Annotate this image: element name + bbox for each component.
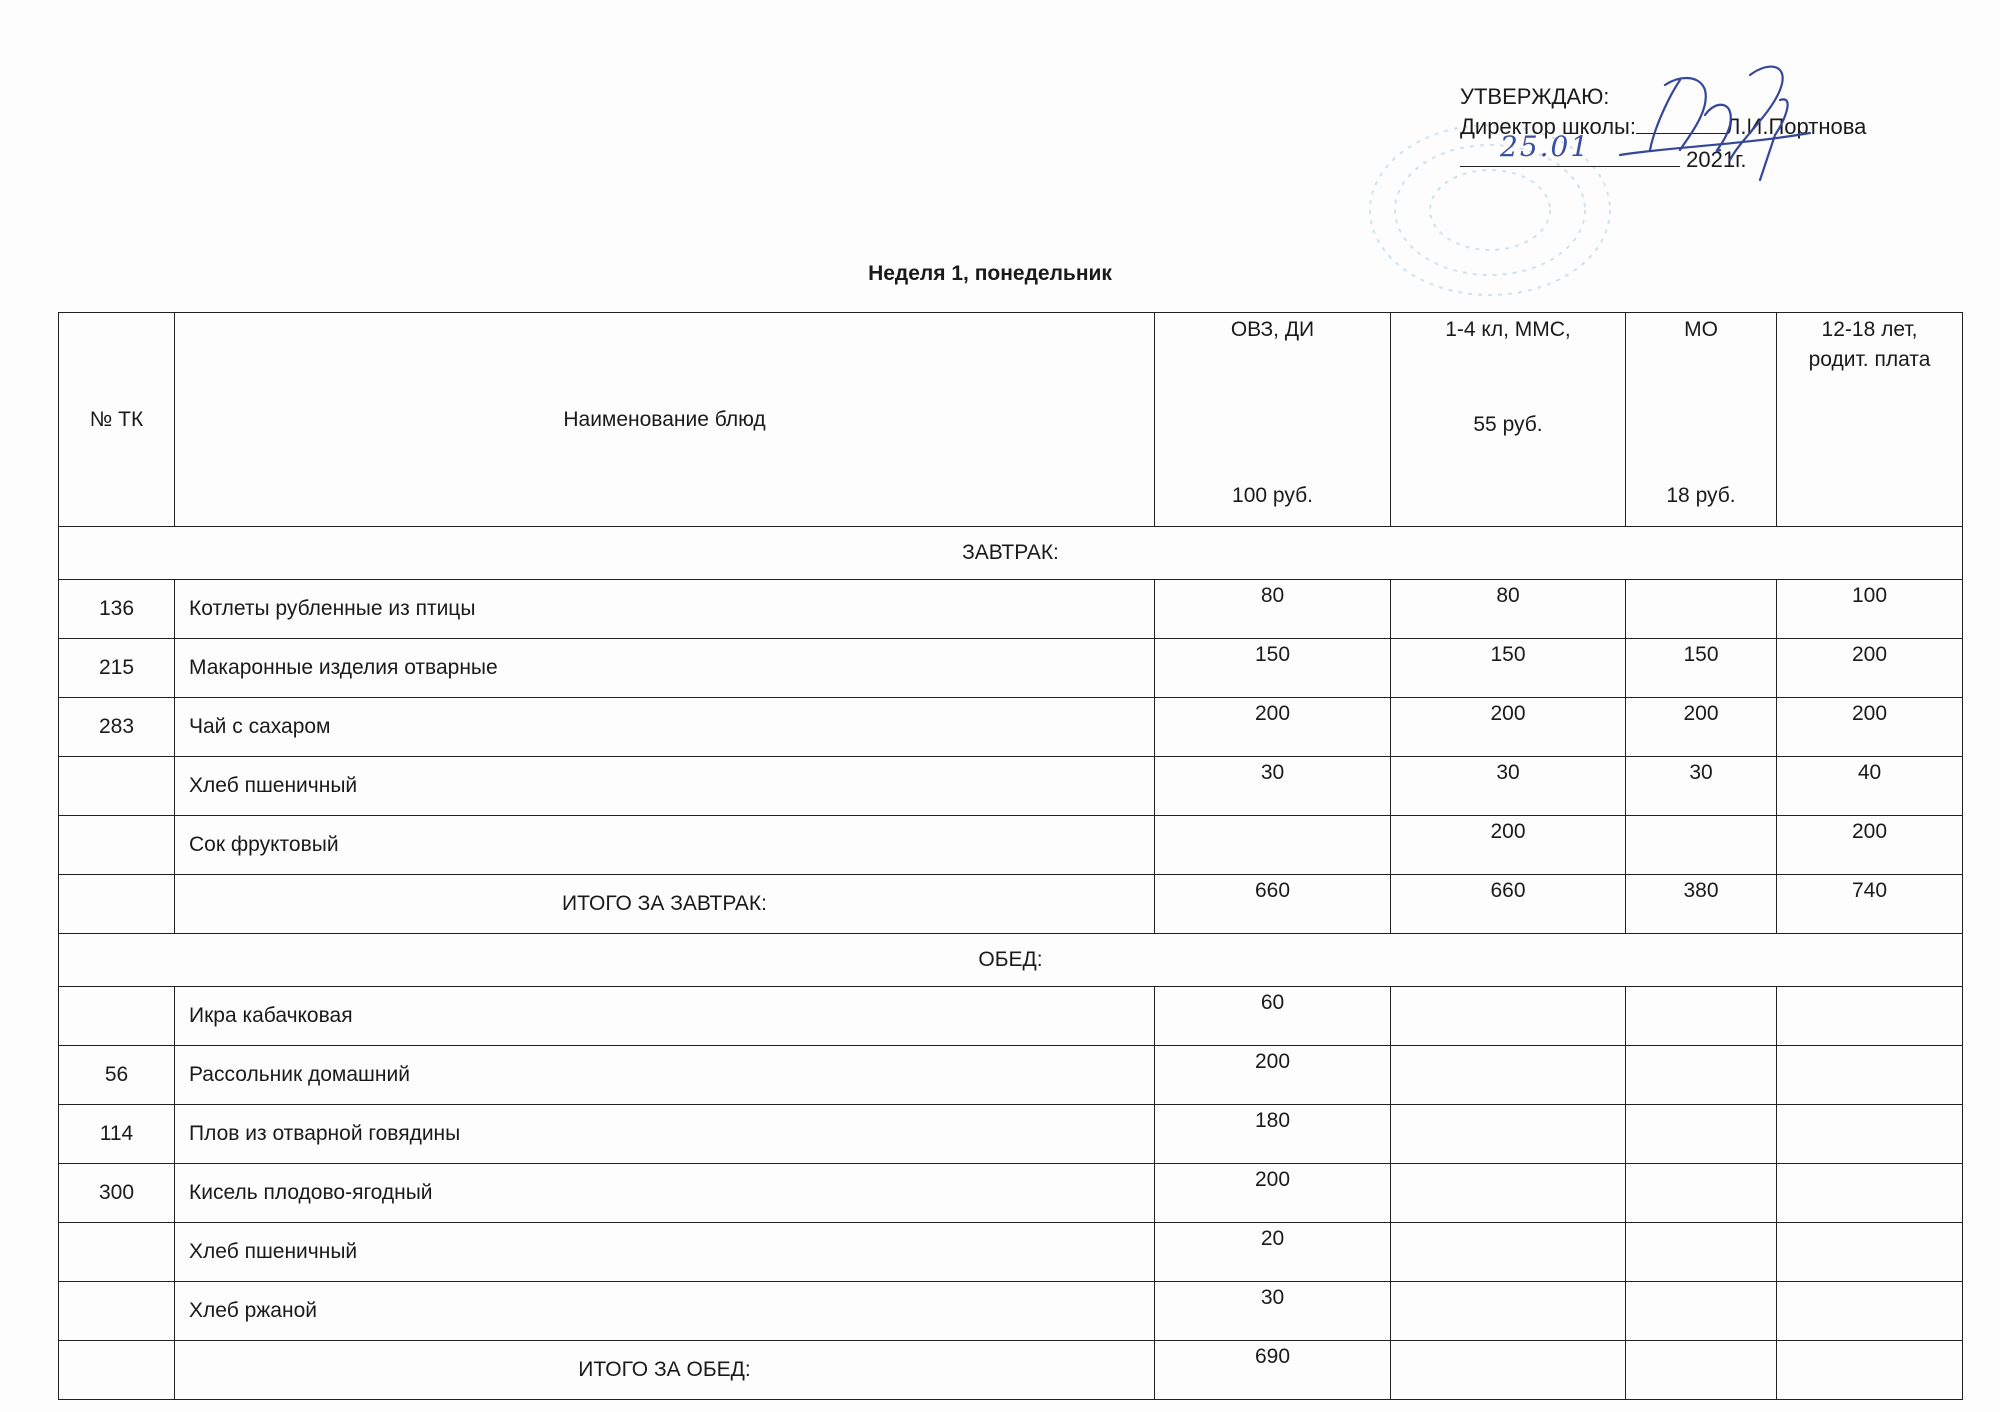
cell-v4 [1777,1223,1963,1282]
cell-v4: 200 [1777,639,1963,698]
header-col4-line1: 12-18 лет, [1821,318,1918,341]
cell-v3 [1626,1164,1777,1223]
header-col2-title: 1-4 кл, ММС, [1445,318,1571,341]
cell-v1: 80 [1155,580,1391,639]
cell-v2: 200 [1391,816,1626,875]
menu-table [58,312,1963,1400]
cell-v2 [1391,1223,1626,1282]
signature-icon [1610,55,1850,185]
cell-v4 [1777,1046,1963,1105]
lunch-total-label: ИТОГО ЗА ОБЕД: [175,1341,1155,1400]
table-row [59,987,1963,1046]
cell-name: Чай с сахаром [175,698,1155,757]
cell-v2 [1391,1105,1626,1164]
cell-v2 [1391,1164,1626,1223]
cell-name: Хлеб пшеничный [175,757,1155,816]
cell-tk [59,987,175,1046]
cell-v4: 40 [1777,757,1963,816]
table-row [59,698,1963,757]
cell-v1: 200 [1155,1046,1391,1105]
cell-v4 [1777,1282,1963,1341]
lunch-label: ОБЕД: [59,934,1963,987]
lunch-total-row [59,1341,1963,1400]
cell-v4: 100 [1777,580,1963,639]
breakfast-section-row [59,527,1963,580]
cell-v2 [1391,1341,1626,1400]
cell-v4: 740 [1777,875,1963,934]
header-row [59,313,1963,527]
cell-tk: 56 [59,1046,175,1105]
cell-v1: 30 [1155,1282,1391,1341]
cell-v3 [1626,1282,1777,1341]
header-col3-title: МО [1684,318,1718,341]
cell-tk: 300 [59,1164,175,1223]
table-row [59,639,1963,698]
cell-v1: 200 [1155,1164,1391,1223]
cell-tk [59,1341,175,1400]
header-tk: № ТК [59,313,175,527]
cell-v2 [1391,987,1626,1046]
cell-tk: 215 [59,639,175,698]
cell-v4 [1777,1105,1963,1164]
cell-v2: 660 [1391,875,1626,934]
cell-v3 [1626,1341,1777,1400]
cell-v3 [1626,580,1777,639]
cell-v3: 30 [1626,757,1777,816]
header-col2 [1391,313,1626,527]
cell-v4: 200 [1777,698,1963,757]
cell-v2: 200 [1391,698,1626,757]
cell-name: Макаронные изделия отварные [175,639,1155,698]
cell-v2: 80 [1391,580,1626,639]
cell-v1: 30 [1155,757,1391,816]
cell-name: Котлеты рубленные из птицы [175,580,1155,639]
cell-v3: 200 [1626,698,1777,757]
cell-name: Кисель плодово-ягодный [175,1164,1155,1223]
cell-v1: 180 [1155,1105,1391,1164]
header-col4-title [1777,315,1962,375]
cell-tk [59,1282,175,1341]
cell-name: Рассольник домашний [175,1046,1155,1105]
breakfast-total-row [59,875,1963,934]
cell-v1: 60 [1155,987,1391,1046]
cell-name: Хлеб пшеничный [175,1223,1155,1282]
cell-v4: 200 [1777,816,1963,875]
cell-tk [59,816,175,875]
header-col4-line2: родит. плата [1808,348,1931,371]
cell-v1: 690 [1155,1341,1391,1400]
cell-tk: 283 [59,698,175,757]
cell-v1: 660 [1155,875,1391,934]
table-row [59,1105,1963,1164]
cell-v3 [1626,1105,1777,1164]
cell-v4 [1777,1341,1963,1400]
cell-v1 [1155,816,1391,875]
header-col1-price: 100 руб. [1232,484,1313,507]
breakfast-label: ЗАВТРАК: [59,527,1963,580]
cell-v3 [1626,816,1777,875]
header-col2-price: 55 руб. [1473,413,1543,436]
cell-v3 [1626,987,1777,1046]
cell-v3: 380 [1626,875,1777,934]
handwritten-date: 25.01 [1500,130,1591,163]
table-row [59,1282,1963,1341]
table-row [59,1046,1963,1105]
director-name: Л.И.Портнова [1725,114,1867,139]
cell-v3: 150 [1626,639,1777,698]
cell-name: Икра кабачковая [175,987,1155,1046]
cell-tk [59,875,175,934]
cell-v3 [1626,1223,1777,1282]
header-col4 [1777,313,1963,527]
cell-tk [59,1223,175,1282]
table-row [59,757,1963,816]
cell-tk: 136 [59,580,175,639]
header-col1-title: ОВЗ, ДИ [1230,318,1315,341]
cell-v2 [1391,1282,1626,1341]
header-col3-price: 18 руб. [1666,484,1736,507]
header-name: Наименование блюд [175,313,1155,527]
cell-tk [59,757,175,816]
lunch-section-row [59,934,1963,987]
table-row [59,1164,1963,1223]
cell-v3 [1626,1046,1777,1105]
approval-title: УТВЕРЖДАЮ: [1460,84,1610,109]
cell-v1: 20 [1155,1223,1391,1282]
header-col1 [1155,313,1391,527]
cell-v1: 150 [1155,639,1391,698]
cell-name: Сок фруктовый [175,816,1155,875]
cell-v2: 150 [1391,639,1626,698]
director-label: Директор школы: [1460,114,1636,139]
breakfast-total-label: ИТОГО ЗА ЗАВТРАК: [175,875,1155,934]
table-row [59,816,1963,875]
cell-tk: 114 [59,1105,175,1164]
cell-name: Плов из отварной говядины [175,1105,1155,1164]
cell-v4 [1777,1164,1963,1223]
cell-v2: 30 [1391,757,1626,816]
cell-v1: 200 [1155,698,1391,757]
table-row [59,1223,1963,1282]
header-col3 [1626,313,1777,527]
approval-year: 2021г. [1686,147,1747,172]
cell-name: Хлеб ржаной [175,1282,1155,1341]
cell-v4 [1777,987,1963,1046]
cell-v2 [1391,1046,1626,1105]
page-title: Неделя 1, понедельник [868,262,1112,285]
table-row [59,580,1963,639]
